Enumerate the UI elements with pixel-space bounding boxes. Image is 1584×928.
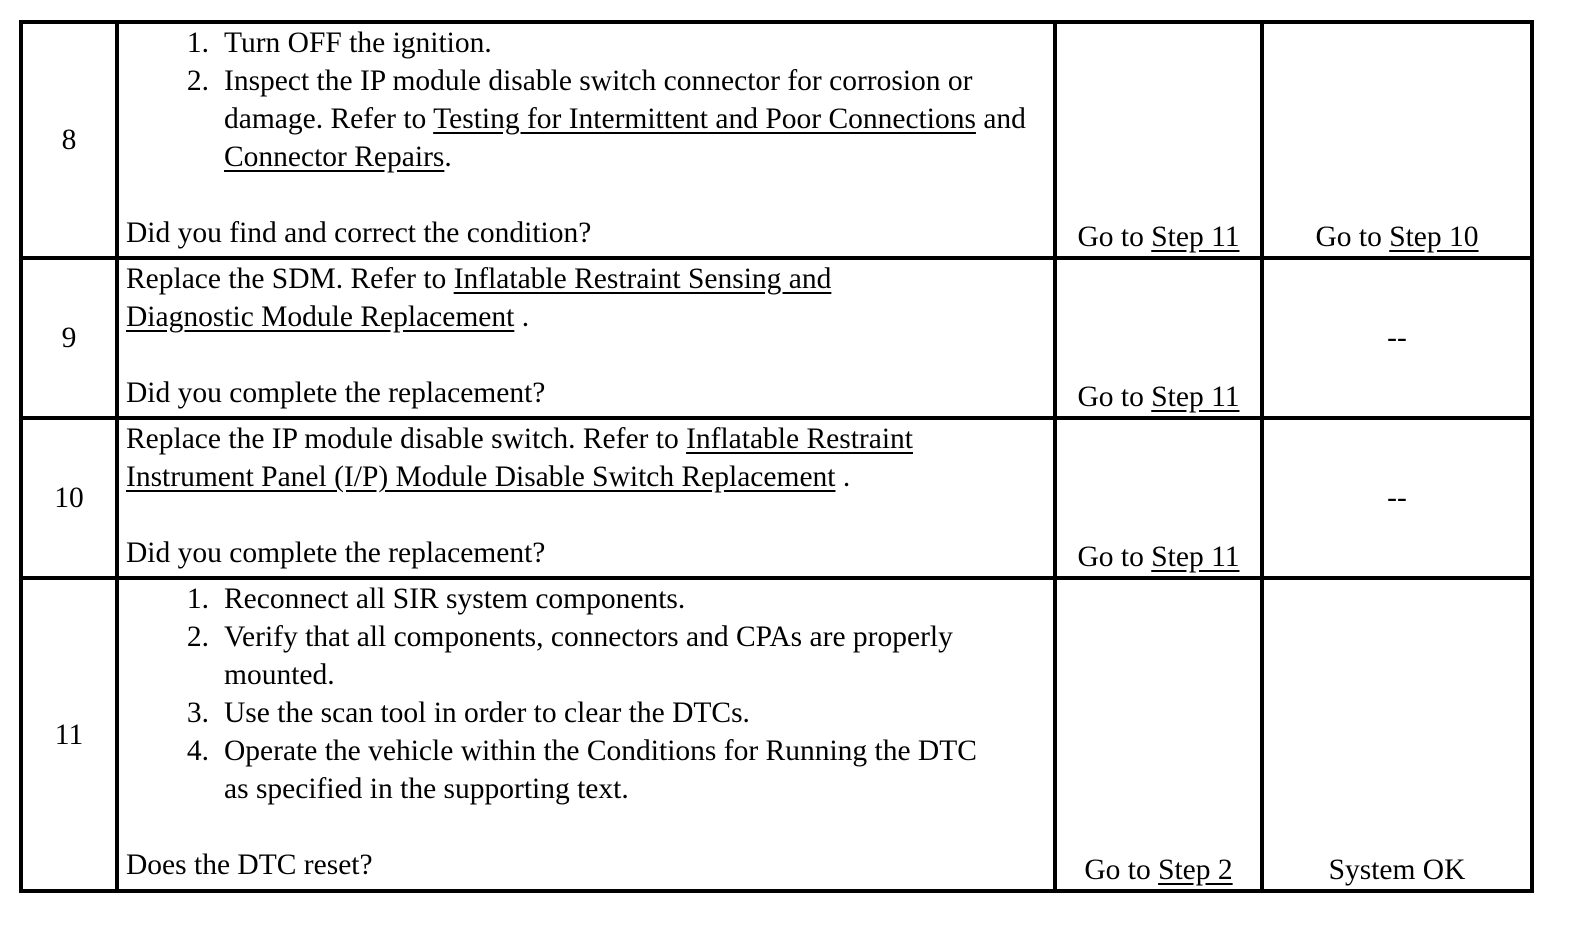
link-ip-switch-replacement[interactable]: Inflatable Restraint Instrument Panel (I/P) Module Disable Switch Replacement: [126, 423, 913, 493]
link-step-2[interactable]: Step 2: [1158, 854, 1233, 886]
yes-cell: Go to Step 11: [1055, 22, 1262, 258]
link-testing-intermittent[interactable]: Testing for Intermittent and Poor Connections: [433, 103, 976, 135]
question-text: Does the DTC reset?: [126, 849, 373, 881]
action-cell: Replace the SDM. Refer to Inflatable Restraint Sensing and Diagnostic Module Replacement . Did you complete the replacement?: [117, 258, 1055, 418]
question-text: Did you find and correct the condition?: [126, 217, 592, 249]
link-connector-repairs[interactable]: Connector Repairs: [224, 141, 445, 173]
diagnostic-table: [19, 20, 1534, 893]
yes-cell: Go to Step 11: [1055, 418, 1262, 578]
question-text: Did you complete the replacement?: [126, 377, 546, 409]
question-text: Did you complete the replacement?: [126, 537, 546, 569]
no-cell: System OK: [1262, 578, 1532, 891]
table-row-step-10: [21, 418, 1532, 578]
action-cell: [117, 22, 1055, 258]
list-item: 2. Verify that all components, connectors and CPAs are properly mounted.: [186, 621, 953, 691]
step-number: 10: [21, 418, 117, 578]
instruction-list: [126, 24, 1043, 176]
action-cell: Replace the IP module disable switch. Refer to Inflatable Restraint Instrument Panel (I/P) Module Disable Switch Replacement . Did you complete the replacement?: [117, 418, 1055, 578]
link-step-11[interactable]: Step 11: [1151, 541, 1240, 573]
no-cell: Go to Step 10: [1262, 22, 1532, 258]
list-item: 4. Operate the vehicle within the Conditions for Running the DTC as specified in the supporting text.: [186, 735, 977, 805]
step-number: 9: [21, 258, 117, 418]
no-cell: --: [1262, 258, 1532, 418]
table-row-step-9: [21, 258, 1532, 418]
link-step-10[interactable]: Step 10: [1389, 221, 1479, 253]
no-cell: --: [1262, 418, 1532, 578]
action-cell: [117, 578, 1055, 891]
list-item: 1. Reconnect all SIR system components.: [186, 583, 686, 615]
link-sdm-replacement[interactable]: Inflatable Restraint Sensing and Diagnostic Module Replacement: [126, 263, 832, 333]
link-step-11[interactable]: Step 11: [1151, 221, 1240, 253]
instruction-list: [126, 580, 1043, 808]
link-step-11[interactable]: Step 11: [1151, 381, 1240, 413]
table-row-step-11: [21, 578, 1532, 891]
list-item: 1. Turn OFF the ignition.: [186, 27, 492, 59]
list-item: 2. Inspect the IP module disable switch connector for corrosion or damage. Refer to Testing for Intermittent and Poor Connections and Connector Repairs.: [186, 65, 1026, 173]
list-item: 3. Use the scan tool in order to clear the DTCs.: [186, 697, 750, 729]
yes-cell: Go to Step 2: [1055, 578, 1262, 891]
yes-cell: Go to Step 11: [1055, 258, 1262, 418]
step-number: 11: [21, 578, 117, 891]
step-number: 8: [21, 22, 117, 258]
table-row-step-8: [21, 22, 1532, 258]
